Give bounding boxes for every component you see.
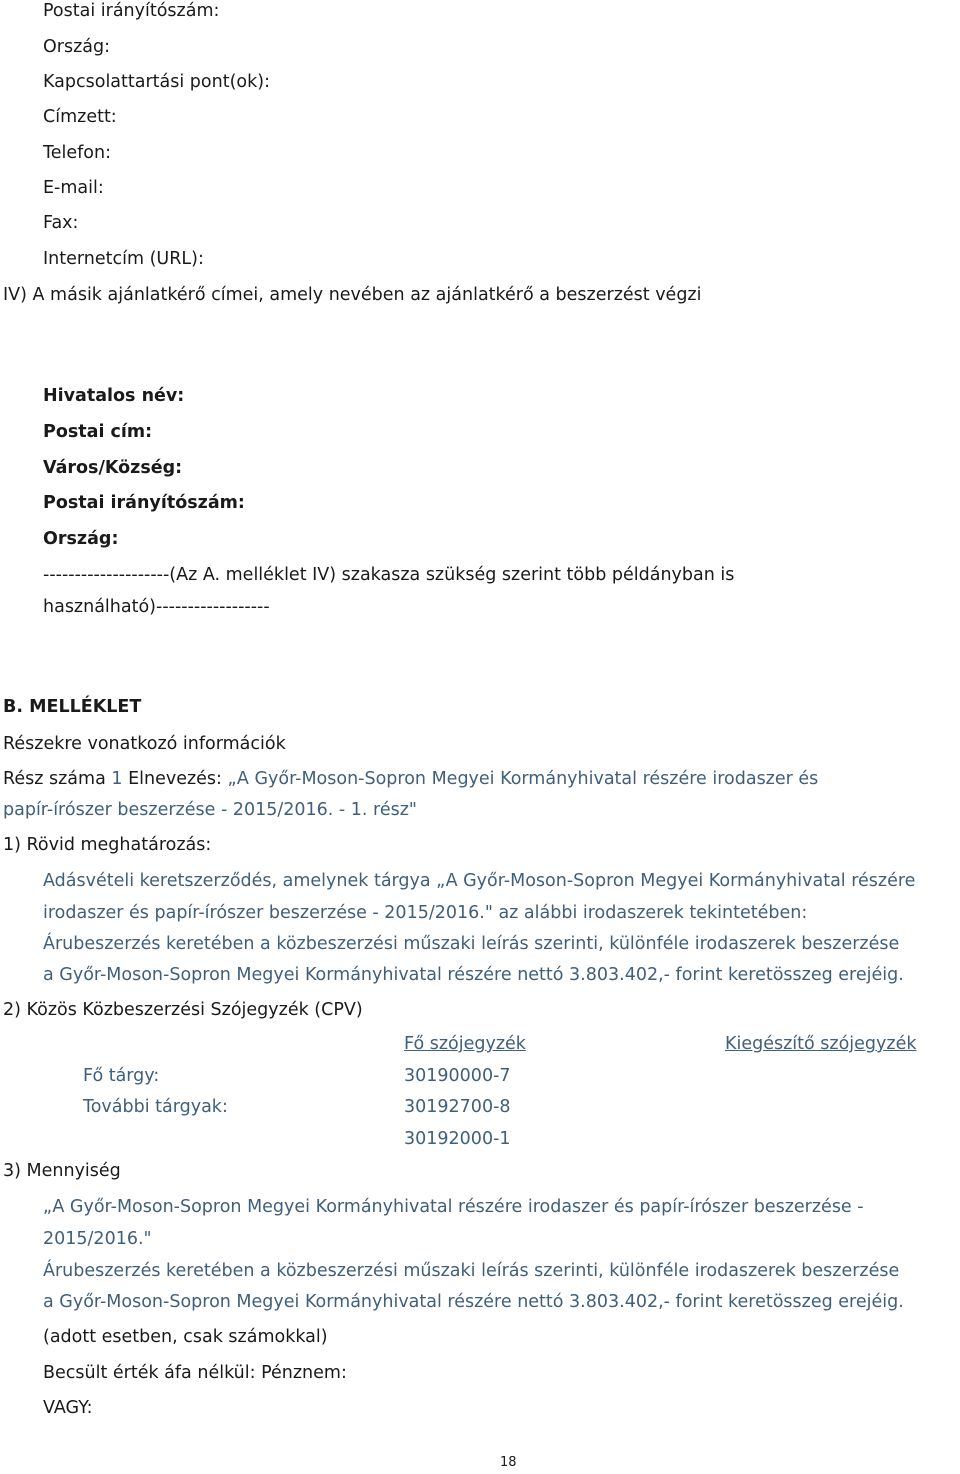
short-description-line: Árubeszerzés keretében a közbeszerzési műszaki leírás szerinti, különféle irodaszerek beszerzése <box>43 934 900 954</box>
official-name-label: Hivatalos név: <box>43 386 185 406</box>
postal-code-label-iv: Postai irányítószám: <box>43 493 245 513</box>
annex-note-line2: használható)------------------ <box>43 597 270 617</box>
estimated-value-label: Becsült érték áfa nélkül: Pénznem: <box>43 1363 347 1383</box>
part-name: „A Győr-Moson-Sopron Megyei Kormányhivatal részére irodaszer és <box>227 769 819 789</box>
cpv-main-vocabulary-header: Fő szójegyzék <box>404 1034 526 1054</box>
section-iv-heading: IV) A másik ajánlatkérő címei, amely nevében az ajánlatkérő a beszerzést végzi <box>3 285 702 305</box>
quantity-heading: 3) Mennyiség <box>3 1161 121 1181</box>
part-number: 1 <box>111 769 123 789</box>
annex-b-title: B. MELLÉKLET <box>3 697 142 717</box>
part-name-label: Elnevezés: <box>122 769 228 789</box>
cpv-main-object-label: Fő tárgy: <box>83 1066 160 1086</box>
annex-b-subtitle: Részekre vonatkozó információk <box>3 734 286 754</box>
part-name-continued: papír-írószer beszerzése - 2015/2016. - 1. rész" <box>3 800 417 820</box>
page-number: 18 <box>500 1455 517 1470</box>
addressee-label: Címzett: <box>43 107 117 127</box>
phone-label: Telefon: <box>43 143 111 163</box>
short-description-line: irodaszer és papír-írószer beszerzése - 2015/2016." az alábbi irodaszerek tekintetében: <box>43 903 808 923</box>
cpv-supplementary-vocabulary-header: Kiegészítő szójegyzék <box>725 1034 917 1054</box>
part-info-line <box>3 768 818 790</box>
cpv-main-object-code: 30190000-7 <box>404 1066 511 1086</box>
email-label: E-mail: <box>43 178 104 198</box>
quantity-line: „A Győr-Moson-Sopron Megyei Kormányhivatal részére irodaszer és papír-írószer beszerzése - <box>43 1197 864 1217</box>
country-label-iv: Ország: <box>43 529 119 549</box>
quantity-line: a Győr-Moson-Sopron Megyei Kormányhivatal részére nettó 3.803.402,- forint keretösszeg erejéig. <box>43 1292 904 1312</box>
annex-note-line1: --------------------(Az A. melléklet IV) szakasza szükség szerint több példányban is <box>43 565 735 585</box>
short-description-line: a Győr-Moson-Sopron Megyei Kormányhivatal részére nettó 3.803.402,- forint keretösszeg erejéig. <box>43 965 904 985</box>
contact-points-label: Kapcsolattartási pont(ok): <box>43 72 270 92</box>
cpv-additional-object-code: 30192700-8 <box>404 1097 511 1117</box>
fax-label: Fax: <box>43 213 79 233</box>
country-label: Ország: <box>43 37 111 57</box>
short-description-line: Adásvételi keretszerződés, amelynek tárgya „A Győr-Moson-Sopron Megyei Kormányhivatal részére <box>43 871 916 891</box>
part-number-label: Rész száma <box>3 769 112 789</box>
cpv-additional-objects-label: További tárgyak: <box>83 1097 228 1117</box>
quantity-line: 2015/2016." <box>43 1229 152 1249</box>
cpv-additional-object-code: 30192000-1 <box>404 1129 511 1149</box>
or-label: VAGY: <box>43 1398 93 1418</box>
cpv-heading: 2) Közös Közbeszerzési Szójegyzék (CPV) <box>3 1000 363 1020</box>
city-label: Város/Község: <box>43 458 183 478</box>
quantity-line: Árubeszerzés keretében a közbeszerzési műszaki leírás szerinti, különféle irodaszerek beszerzése <box>43 1261 900 1281</box>
short-description-heading: 1) Rövid meghatározás: <box>3 835 212 855</box>
postal-address-label: Postai cím: <box>43 422 153 442</box>
numbers-only-note: (adott esetben, csak számokkal) <box>43 1327 328 1347</box>
postal-code-label: Postai irányítószám: <box>43 1 220 21</box>
url-label: Internetcím (URL): <box>43 249 204 269</box>
